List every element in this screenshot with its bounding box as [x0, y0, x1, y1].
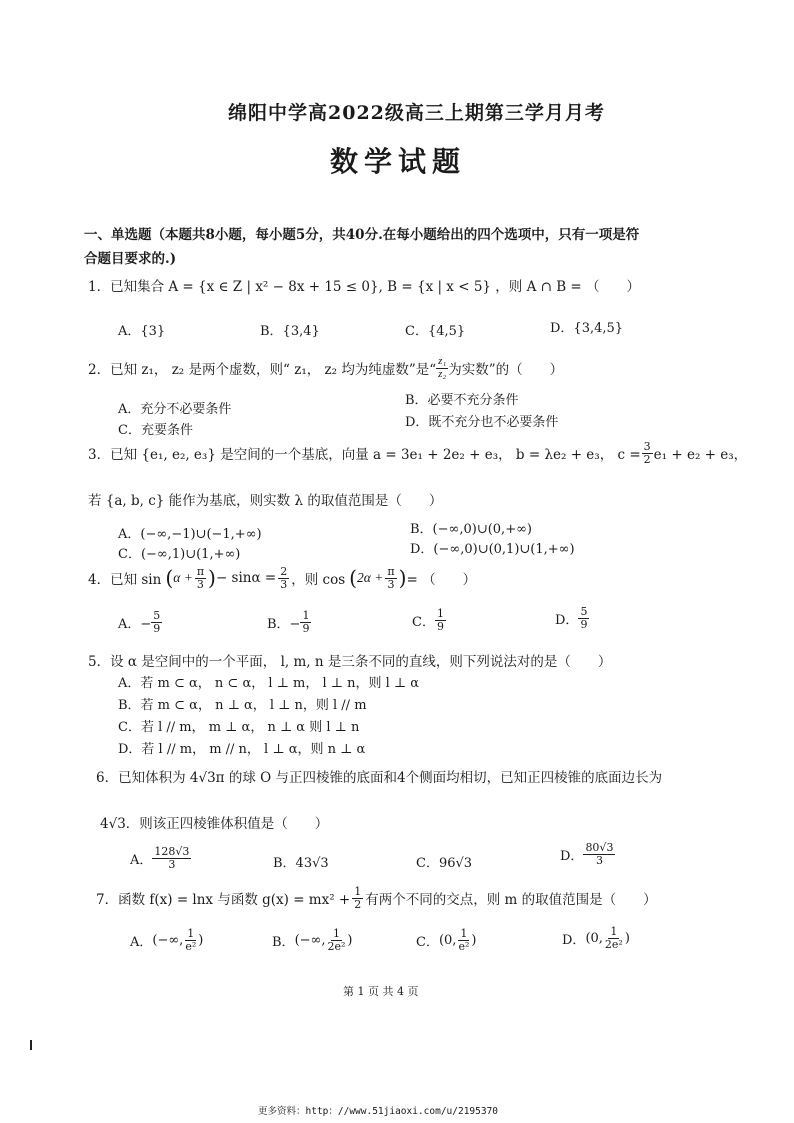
- question-4: [88, 566, 476, 590]
- question-3: [88, 441, 747, 465]
- q4-option-d: [555, 606, 589, 630]
- q6-option-b: B．43√3: [273, 856, 329, 871]
- q7-a-num: 1: [187, 927, 195, 940]
- q7-c-num: 1: [460, 927, 468, 940]
- q3-stem-post: e₁ + e₂ + e₃，: [653, 447, 748, 464]
- q7-option-a: [130, 928, 203, 952]
- q4-option-a: [118, 610, 162, 634]
- q4-option-a-label: A．−: [118, 616, 152, 632]
- q4-text-2: α +: [173, 570, 193, 586]
- q2-stem-pre: 2．已知 z₁， z₂ 是两个虚数，则“ z₁， z₂ 均为纯虚数”是“: [88, 362, 437, 379]
- q5-option-a: A．若 m ⊂ α， n ⊂ α， l ⊥ m， l ⊥ n，则 l ⊥ α: [118, 676, 420, 691]
- q2-denominator: z₂: [438, 367, 447, 380]
- q4-option-c: [412, 608, 446, 632]
- q4-three: 3: [196, 577, 204, 591]
- q7-num: 1: [354, 885, 362, 898]
- q4-paren-open-b: (: [349, 566, 358, 591]
- question-7: [96, 886, 657, 910]
- q7-option-b-left: (−∞,: [294, 932, 326, 948]
- q4-option-d-label: D．: [555, 612, 579, 628]
- q7-d-num: 1: [610, 925, 618, 938]
- q7-option-c-label: C．: [416, 934, 439, 950]
- q4-text-3: − sinα =: [215, 570, 277, 587]
- q5-option-b: B．若 m ⊂ α， n ⊥ α， l ⊥ n，则 l // m: [118, 698, 367, 713]
- section-heading: 一、单选题（本题共8小题，每小题5分，共40分.在每小题给出的四个选项中，只有一项是符: [84, 227, 640, 243]
- q7-option-b-close: ): [347, 932, 353, 948]
- q4-option-b-fraction: [300, 610, 311, 634]
- q6-option-a-label: A．: [130, 852, 153, 868]
- q4-text-5: 2α +: [357, 570, 384, 586]
- q4-option-b-label: B．−: [267, 616, 301, 632]
- q6-a-num: 128√3: [154, 845, 190, 858]
- q7-b-den: 2e²: [327, 939, 346, 953]
- page-number: 第 1 页 共 4 页: [343, 985, 419, 998]
- question-2: [88, 356, 563, 380]
- q4-three-c: 3: [387, 577, 395, 591]
- q7-option-b: [272, 928, 353, 952]
- q3-denominator: 2: [643, 452, 651, 466]
- section-heading-cont: 合题目要求的.): [84, 251, 177, 267]
- scan-mark: [30, 1040, 32, 1050]
- q4-option-a-fraction: [151, 610, 162, 634]
- q7-option-b-label: B．: [272, 934, 295, 950]
- q4-c-den: 9: [436, 619, 444, 633]
- q5-option-c: C．若 l // m， m ⊥ α， n ⊥ α 则 l ⊥ n: [118, 720, 360, 735]
- q2-numerator: z₁: [438, 355, 447, 367]
- q7-option-a-close: ): [198, 932, 204, 948]
- q4-fraction-pi-3: [195, 566, 206, 590]
- q7-option-c-left: (0,: [438, 932, 457, 948]
- q6-option-d: [560, 842, 615, 866]
- q7-text-2: 有两个不同的交点，则 m 的取值范围是（ ）: [365, 892, 657, 909]
- q4-paren-close-b: ): [398, 566, 407, 591]
- q4-pi: π: [196, 565, 205, 578]
- q4-a-den: 9: [153, 621, 161, 635]
- q6-a-den: 3: [168, 857, 176, 871]
- q7-option-d-label: D．: [562, 932, 586, 948]
- q3-fraction: [642, 441, 653, 465]
- q3-numerator: 3: [643, 440, 651, 453]
- q3-stem-pre: 3．已知 {e₁, e₂, e₃} 是空间的一个基底，向量 a = 3e₁ + 2e₂ + e₃， b = λe₂ + e₃， c =: [88, 447, 641, 464]
- q5-option-d: D．若 l // m， m // n， l ⊥ α，则 n ⊥ α: [118, 742, 366, 757]
- q4-text-6: = （ ）: [406, 572, 477, 589]
- question-6: 6．已知体积为 4√3π 的球 O 与正四棱锥的底面和4个侧面均相切，已知正四棱锥的底面边长为: [96, 770, 663, 786]
- q6-option-c: C．96√3: [416, 856, 473, 871]
- q4-text-4: ，则 cos: [291, 572, 346, 589]
- q6-option-d-label: D．: [560, 848, 584, 864]
- question-6-cont: 4√3．则该正四棱锥体积值是（ ）: [100, 816, 329, 832]
- q4-c-num: 1: [436, 607, 444, 620]
- q7-option-a-label: A．: [130, 934, 153, 950]
- q7-b-num: 1: [332, 927, 340, 940]
- q7-option-b-fraction: [326, 928, 348, 952]
- q7-option-c-close: ): [471, 932, 477, 948]
- q2-option-c: C．充要条件: [118, 423, 193, 438]
- question-5: 5．设 α 是空间中的一个平面， l, m, n 是三条不同的直线，则下列说法对的是（ ）: [88, 654, 612, 670]
- q2-option-d: D．既不充分也不必要条件: [405, 415, 559, 430]
- q4-b-den: 9: [302, 621, 310, 635]
- q2-stem-post: 为实数”的（ ）: [448, 362, 564, 379]
- q4-text-1: 4．已知 sin: [88, 572, 162, 589]
- exam-title: 绵阳中学高2022级高三上期第三学月月考: [228, 102, 605, 124]
- q4-fraction-2-3: [278, 566, 289, 590]
- q1-option-b: B．{3,4}: [260, 324, 320, 339]
- q4-d-num: 5: [580, 605, 588, 618]
- q1-option-c: C．{4,5}: [405, 324, 466, 339]
- question-3-cont: 若 {a, b, c} 能作为基底，则实数 λ 的取值范围是（ ）: [88, 493, 443, 509]
- q4-fraction-pi-3-b: [385, 566, 396, 590]
- q7-a-den: e²: [185, 939, 197, 953]
- q7-option-c-fraction: [456, 928, 471, 952]
- q7-option-d-close: ): [624, 930, 630, 946]
- q7-text-1: 7．函数 f(x) = lnx 与函数 g(x) = mx² +: [96, 892, 351, 909]
- q3-option-d: D．(−∞,0)∪(0,1)∪(1,+∞): [410, 542, 575, 557]
- q4-paren-close: ): [208, 566, 216, 591]
- q4-two: 2: [280, 565, 288, 578]
- q7-option-a-left: (−∞,: [152, 932, 184, 948]
- q7-option-a-fraction: [183, 928, 198, 952]
- q4-option-b: [267, 610, 311, 634]
- q2-option-a: A．充分不必要条件: [118, 402, 232, 417]
- q3-option-b: B．(−∞,0)∪(0,+∞): [410, 522, 532, 537]
- q7-d-den: 2e²: [604, 937, 623, 951]
- q7-option-c: [416, 928, 476, 952]
- q4-paren-open: (: [165, 566, 174, 591]
- q2-option-b: B．必要不充分条件: [405, 393, 519, 408]
- more-resources-link[interactable]: 更多资料：http：//www.51jiaoxi.com/u/2195370: [258, 1106, 499, 1117]
- q6-option-a: [130, 846, 191, 870]
- q1-option-d: D．{3,4,5}: [550, 321, 624, 336]
- q4-three-b: 3: [280, 577, 288, 591]
- q4-d-den: 9: [580, 617, 588, 631]
- q7-fraction: [352, 886, 363, 910]
- q3-option-c: C．(−∞,1)∪(1,+∞): [118, 547, 241, 562]
- q1-option-a: A．{3}: [118, 324, 166, 339]
- q4-option-d-fraction: [578, 606, 589, 630]
- question-1: 1．已知集合 A = {x ∈ Z | x² − 8x + 15 ≤ 0}, B = {x | x < 5} ，则 A ∩ B = （ ）: [88, 279, 641, 295]
- q7-option-d-fraction: [603, 926, 625, 950]
- q6-option-a-fraction: [152, 846, 191, 870]
- q4-pi-b: π: [387, 565, 395, 578]
- q4-option-c-fraction: [435, 608, 446, 632]
- subject-title: 数学试题: [330, 145, 467, 178]
- q7-den: 2: [354, 897, 362, 911]
- q6-d-num: 80√3: [585, 841, 614, 854]
- q4-a-num: 5: [153, 609, 161, 622]
- q4-option-c-label: C．: [412, 614, 435, 630]
- q3-option-a: A．(−∞,−1)∪(−1,+∞): [118, 527, 262, 542]
- q7-option-d-left: (0,: [585, 930, 603, 946]
- q7-c-den: e²: [458, 939, 470, 953]
- q2-fraction: [436, 356, 448, 380]
- q4-b-num: 1: [302, 609, 310, 622]
- q6-option-d-fraction: [583, 842, 615, 866]
- q6-d-den: 3: [595, 853, 603, 867]
- q7-option-d: [562, 926, 630, 950]
